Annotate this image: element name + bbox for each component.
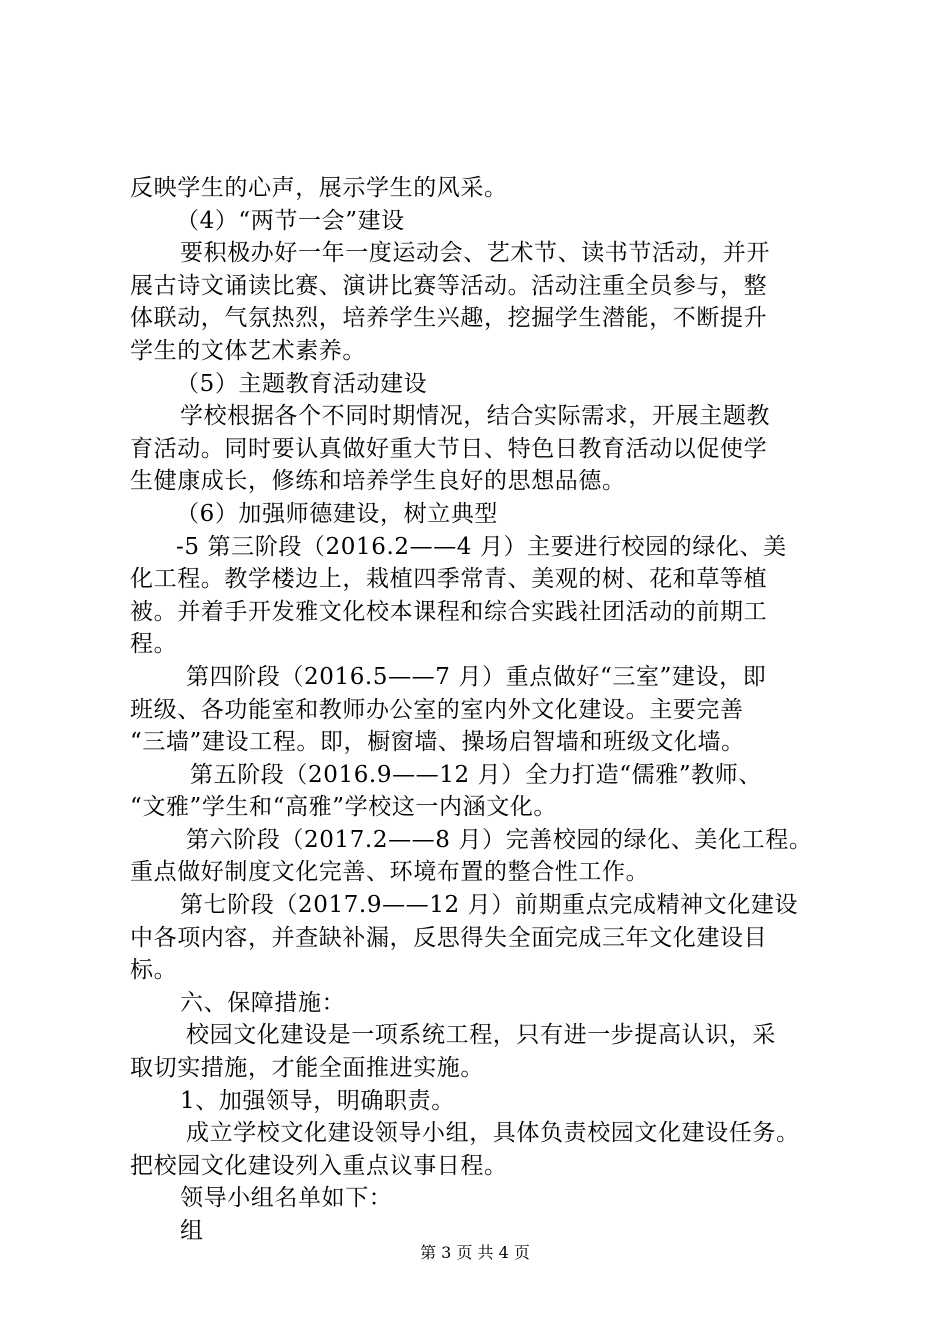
- text-line: 组: [180, 1218, 204, 1244]
- text-line: 班级、各功能室和教师办公室的室内外文化建设。主要完善: [130, 696, 744, 723]
- text-line: “文雅”学生和“高雅”学校这一内涵文化。: [130, 794, 558, 821]
- text-line: 第五阶段（2016.9——12 月）全力打造“儒雅”教师、: [190, 761, 762, 788]
- text-line: 成立学校文化建设领导小组，具体负责校园文化建设任务。: [186, 1120, 800, 1147]
- text-line: 反映学生的心声，展示学生的风采。: [130, 175, 508, 201]
- text-line: 要积极办好一年一度运动会、艺术节、读书节活动，并开: [180, 240, 770, 267]
- text-line: 学生的文体艺术素养。: [130, 337, 366, 364]
- page-footer: 第 3 页 共 4 页: [420, 1243, 530, 1262]
- text-line: 1、加强领导，明确职责。: [180, 1087, 455, 1114]
- text-line: 程。: [130, 631, 178, 658]
- text-line: 第四阶段（2016.5——7 月）重点做好“三室”建设，即: [186, 663, 767, 690]
- text-line: （4）“两节一会”建设: [176, 207, 405, 234]
- text-line: 领导小组名单如下：: [180, 1185, 393, 1212]
- text-line: 取切实措施，才能全面推进实施。: [130, 1055, 484, 1082]
- text-line: “三墙”建设工程。即，橱窗墙、操场启智墙和班级文化墙。: [130, 729, 745, 756]
- text-line: 标。: [130, 957, 178, 984]
- text-line: 六、保障措施：: [180, 989, 346, 1016]
- text-line: 校园文化建设是一项系统工程，只有进一步提高认识，采: [186, 1022, 776, 1049]
- text-line: 展古诗文诵读比赛、演讲比赛等活动。活动注重全员参与，整: [130, 272, 768, 299]
- text-line: 重点做好制度文化完善、环境布置的整合性工作。: [130, 859, 650, 886]
- text-line: 育活动。同时要认真做好重大节日、特色日教育活动以促使学: [130, 435, 768, 462]
- text-line: 学校根据各个不同时期情况，结合实际需求，开展主题教: [180, 403, 770, 430]
- text-line: -5 第三阶段（2016.2——4 月）主要进行校园的绿化、美: [176, 533, 787, 560]
- text-line: （6）加强师德建设，树立典型: [176, 500, 499, 527]
- text-line: 被。并着手开发雅文化校本课程和综合实践社团活动的前期工: [130, 598, 768, 625]
- text-line: 中各项内容，并查缺补漏，反思得失全面完成三年文化建设目: [130, 924, 768, 951]
- text-line: （5）主题教育活动建设: [176, 370, 428, 397]
- document-body: [130, 172, 832, 1248]
- text-line: 第六阶段（2017.2——8 月）完善校园的绿化、美化工程。: [186, 826, 813, 853]
- text-line: 体联动，气氛热烈，培养学生兴趣，挖掘学生潜能，不断提升: [130, 305, 768, 332]
- text-line: 化工程。教学楼边上，栽植四季常青、美观的树、花和草等植: [130, 566, 768, 593]
- text-line: 把校园文化建设列入重点议事日程。: [130, 1152, 508, 1179]
- text-line: 第七阶段（2017.9——12 月）前期重点完成精神文化建设: [180, 892, 799, 919]
- text-line: 生健康成长，修练和培养学生良好的思想品德。: [130, 468, 626, 495]
